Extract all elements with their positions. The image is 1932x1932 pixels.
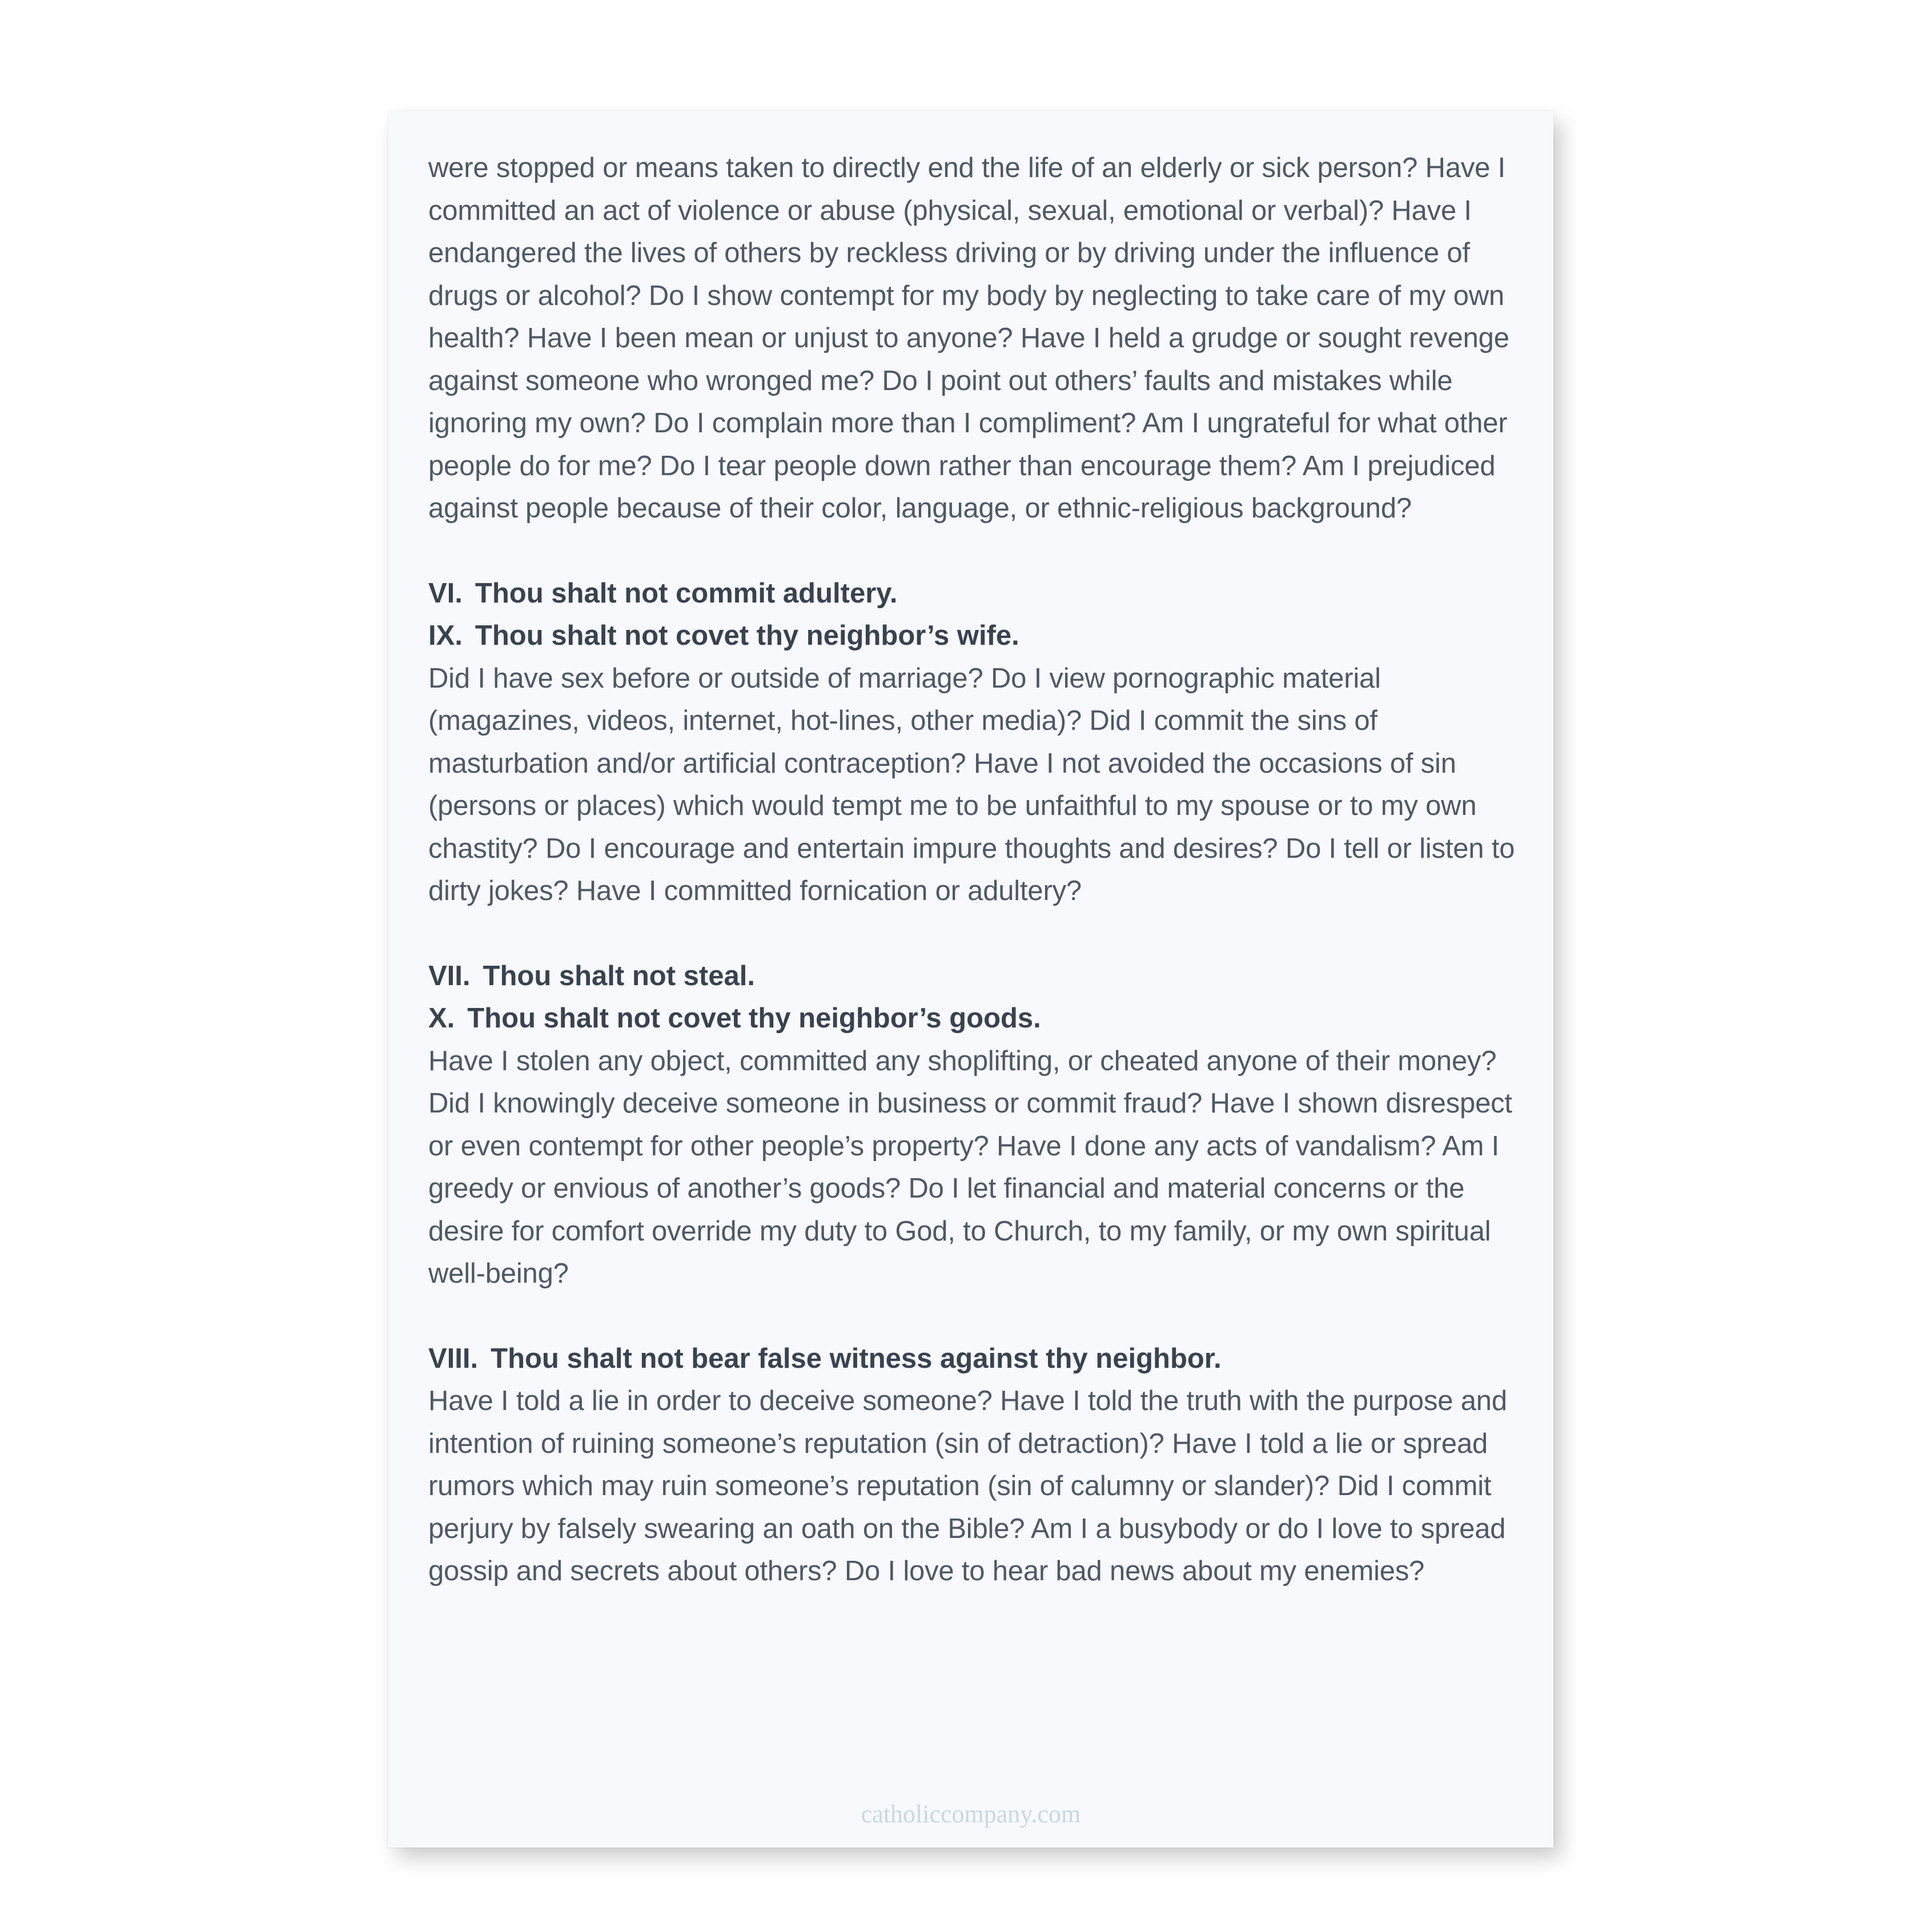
commandment-text: Thou shalt not commit adultery. [475,577,898,609]
commandment-number: IX. [428,620,463,651]
section-heading [428,955,1525,998]
section-body: Have I stolen any object, committed any shoplifting, or cheated anyone of their money? Did I knowingly deceive someone in business or commit fraud? Have I shown disrespect or even contempt for other people’s property? Have I done any acts of vandalism? Am I greedy or envious of another’s goods? Do I let financial and material concerns or the desire for comfort override my duty to God, to Church, to my family, or my own spiritual well-being? [428,1045,1512,1289]
commandment-text: Thou shalt not steal. [483,960,755,991]
section-heading [428,614,1525,657]
commandment-number: VII. [428,960,471,991]
commandment-text: Thou shalt not bear false witness against thy neighbor. [491,1343,1222,1374]
section-body: Did I have sex before or outside of marriage? Do I view pornographic material (magazines, videos, internet, hot-lines, other media)? Did I commit the sins of masturbation and/or artificial contraception? Have I not avoided the occasions of sin (persons or places) which would tempt me to be unfaithful to my spouse or to my own chastity? Do I encourage and entertain impure thoughts and desires? Do I tell or listen to dirty jokes? Have I committed fornication or adultery? [428,662,1515,906]
card-page [388,111,1553,1847]
section-heading [428,572,1525,615]
section-seventh-tenth [428,955,1525,1295]
section-body: Have I told a lie in order to deceive someone? Have I told the truth with the purpose and intention of ruining someone’s reputation (sin of detraction)? Have I told a lie or spread rumors which may ruin someone’s reputation (sin of calumny or slander)? Did I commit perjury by falsely swearing an oath on the Bible? Am I a busybody or do I love to spread gossip and secrets about others? Do I love to hear bad news about my enemies? [428,1385,1507,1586]
commandment-number: VIII. [428,1343,479,1374]
section-heading [428,997,1525,1040]
footer-website: catholiccompany.com [861,1800,1081,1828]
commandment-text: Thou shalt not covet thy neighbor’s wife. [475,620,1019,651]
commandment-number: VI. [428,577,463,609]
commandment-number: X. [428,1003,455,1034]
section-heading [428,1337,1525,1380]
section-eighth [428,1337,1525,1593]
card-content [428,147,1525,1593]
section-sixth-ninth [428,572,1525,913]
commandment-text: Thou shalt not covet thy neighbor’s goods. [467,1003,1041,1034]
intro-paragraph: were stopped or means taken to directly end the life of an elderly or sick person? Have I committed an act of violence or abuse (physical, sexual, emotional or verbal)? Have I endangered the lives of others by reckless driving or by driving under the influence of drugs or alcohol? Do I show contempt for my body by neglecting to take care of my own health? Have I been mean or unjust to anyone? Have I held a grudge or sought revenge against someone who wronged me? Do I point out others’ faults and mistakes while ignoring my own? Do I complain more than I compliment? Am I ungrateful for what other people do for me? Do I tear people down rather than encourage them? Am I prejudiced against people because of their color, language, or ethnic-religious background? [428,152,1509,524]
